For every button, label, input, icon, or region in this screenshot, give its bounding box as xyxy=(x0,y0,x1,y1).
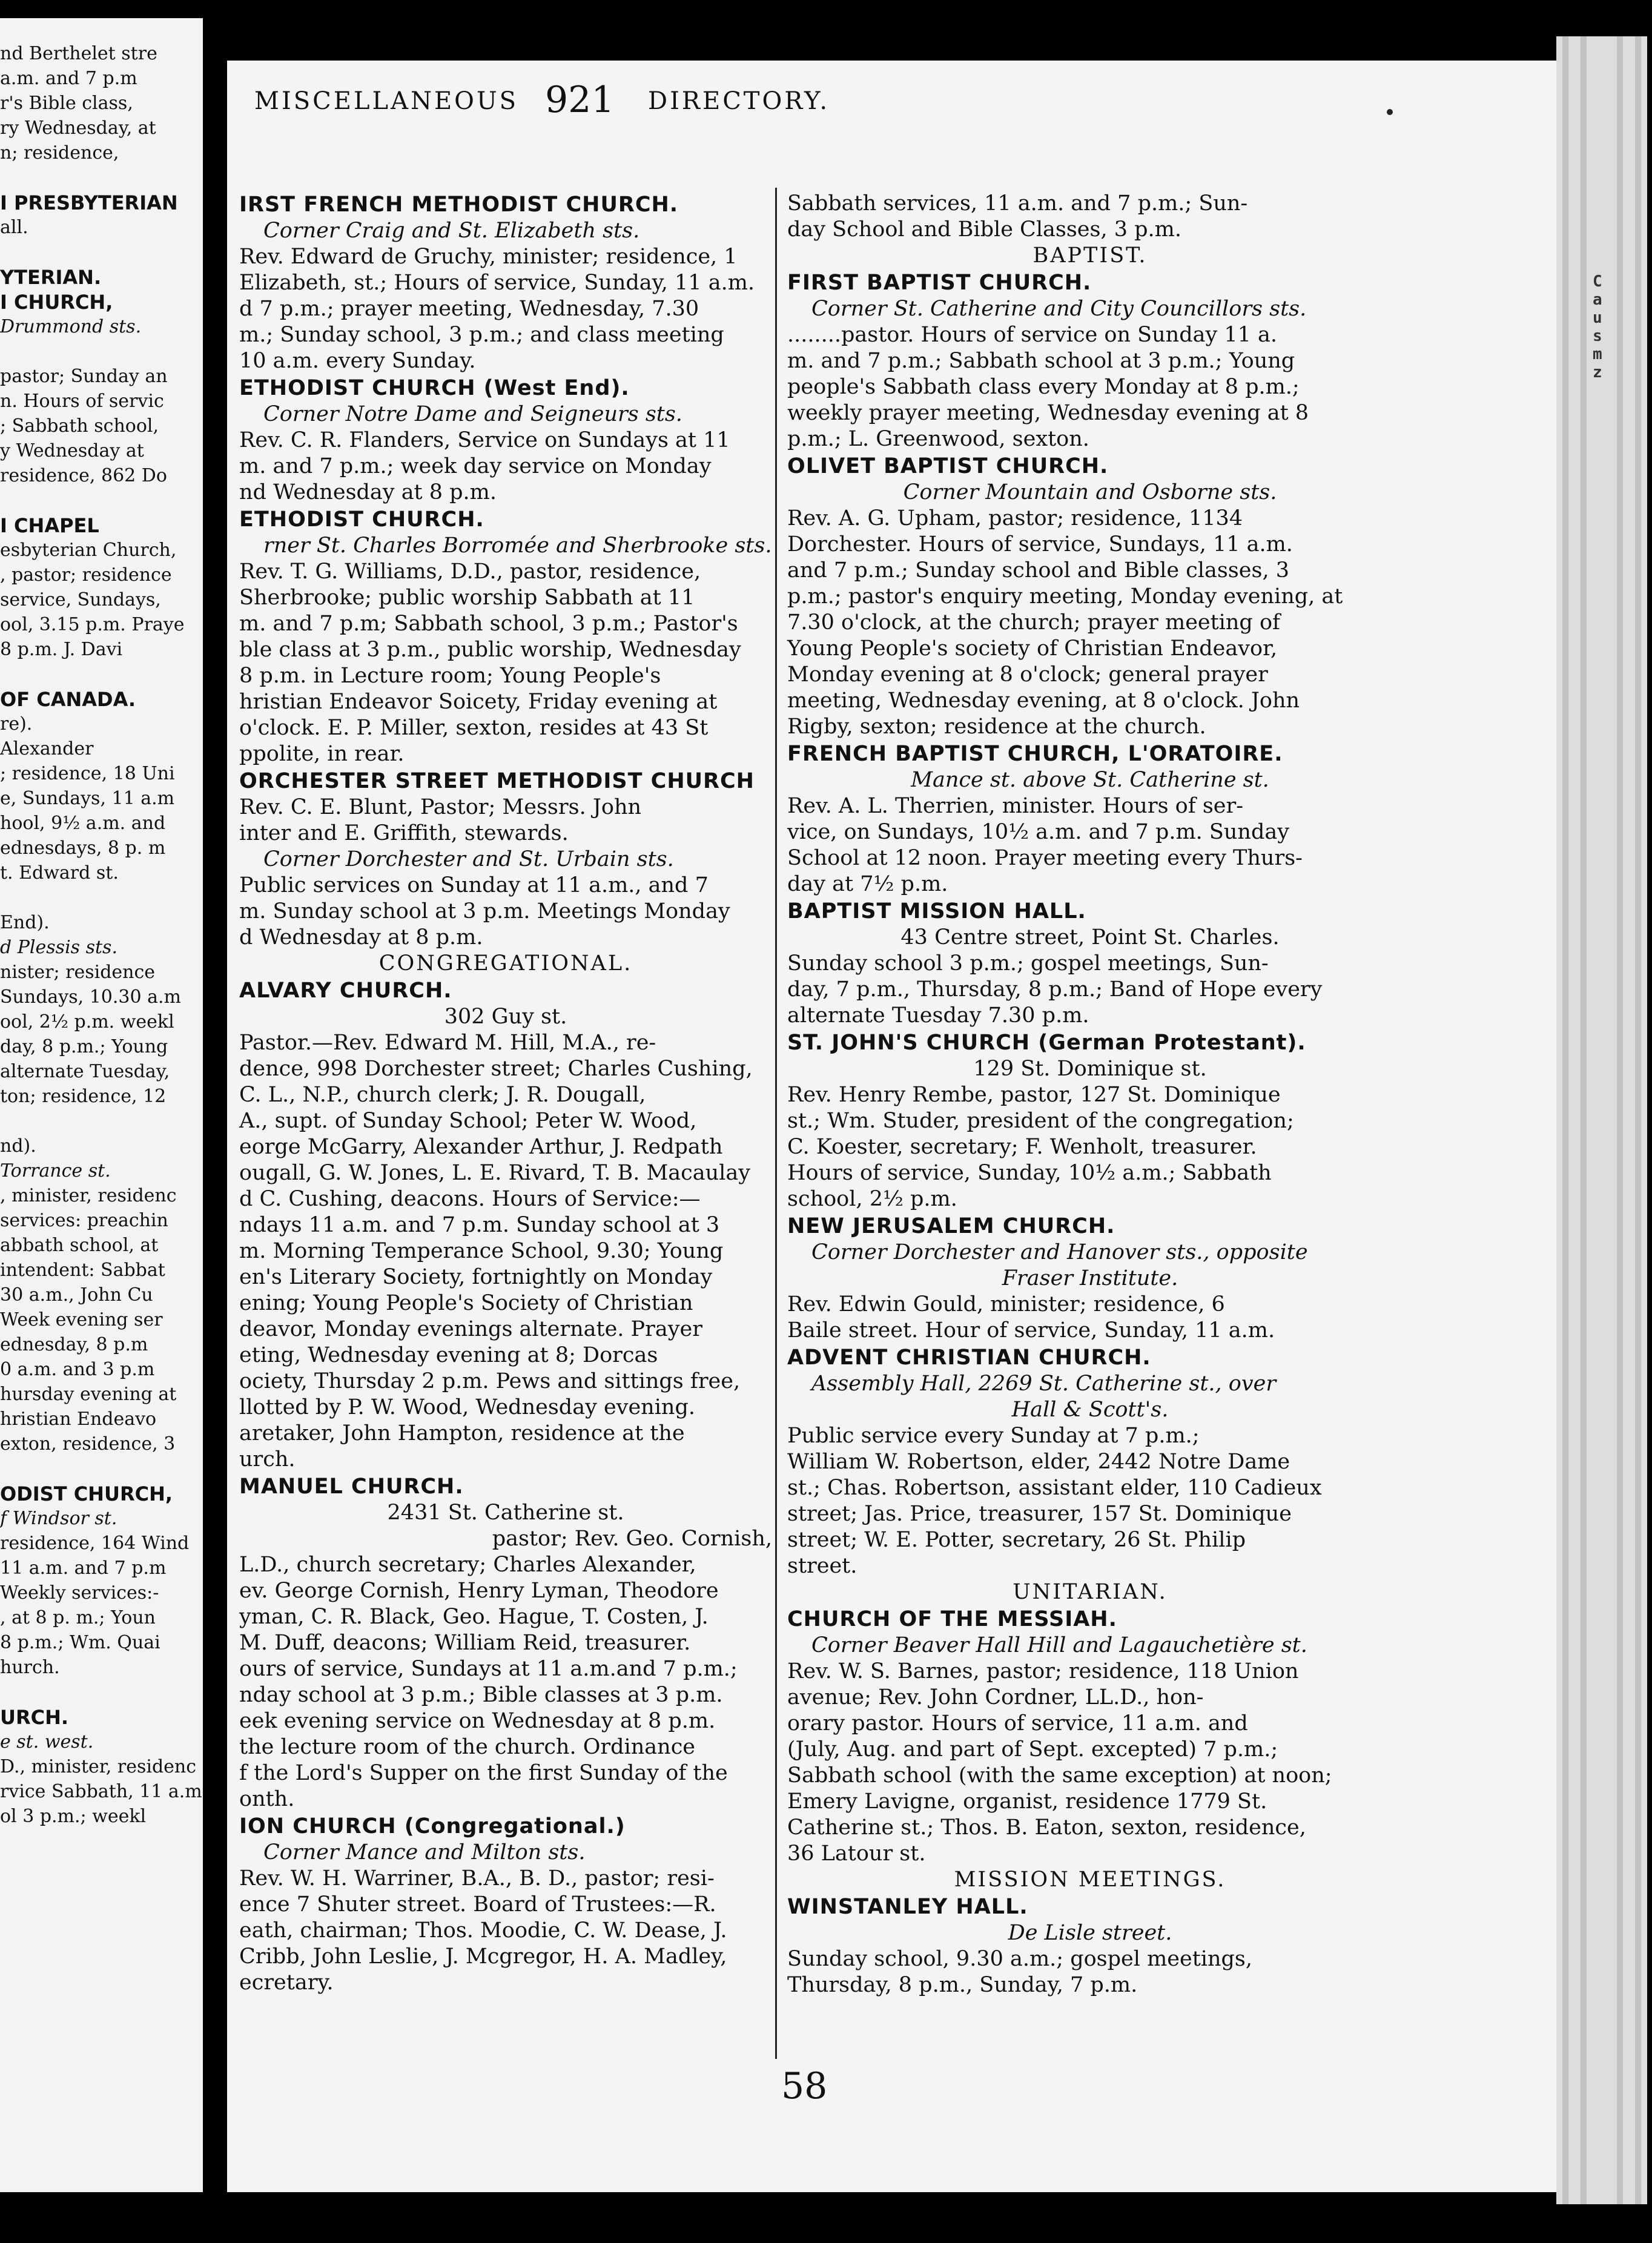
left-page-line: , at 8 p. m.; Youn xyxy=(0,1607,156,1628)
left-page-line: I CHAPEL xyxy=(0,514,99,537)
text-line: m.; Sunday school, 3 p.m.; and class meeting xyxy=(239,323,724,347)
address-line: 129 St. Dominique st. xyxy=(973,1057,1207,1081)
edge-mark: m xyxy=(1593,345,1602,363)
entry-heading: NEW JERUSALEM CHURCH. xyxy=(787,1214,1115,1238)
left-page-line: rvice Sabbath, 11 a.m xyxy=(0,1781,202,1802)
entry-heading: ION CHURCH (Congregational.) xyxy=(239,1814,626,1838)
text-line: ening; Young People's Society of Christian xyxy=(239,1291,693,1315)
text-line: ours of service, Sundays at 11 a.m.and 7 p.m.; xyxy=(239,1657,738,1681)
left-page-line: ; residence, 18 Uni xyxy=(0,763,175,784)
left-page-line: abbath school, at xyxy=(0,1235,159,1256)
text-line: street. xyxy=(787,1554,857,1578)
text-line: A., supt. of Sunday School; Peter W. Wood, xyxy=(239,1109,697,1133)
text-line: ndays 11 a.m. and 7 p.m. Sunday school at 3 xyxy=(239,1213,720,1237)
text-line: dence, 998 Dorchester street; Charles Cushing, xyxy=(239,1057,753,1081)
entry-heading: FIRST BAPTIST CHURCH. xyxy=(787,271,1092,295)
text-line: Rev. Henry Rembe, pastor, 127 St. Dominique xyxy=(787,1083,1281,1107)
text-line: m. Sunday school at 3 p.m. Meetings Monday xyxy=(239,899,730,923)
left-page-line: ool, 3.15 p.m. Praye xyxy=(0,614,185,635)
text-line: Rev. A. G. Upham, pastor; residence, 1134 xyxy=(787,506,1243,530)
text-line: C. L., N.P., church clerk; J. R. Dougall, xyxy=(239,1083,646,1107)
text-line: d Wednesday at 8 p.m. xyxy=(239,925,483,950)
text-line: eting, Wednesday evening at 8; Dorcas xyxy=(239,1343,658,1367)
text-line: eorge McGarry, Alexander Arthur, J. Redpath xyxy=(239,1135,723,1159)
text-line: ougall, G. W. Jones, L. E. Rivard, T. B. Macaulay xyxy=(239,1161,750,1185)
text-line: Public services on Sunday at 11 a.m., and 7 xyxy=(239,873,709,897)
text-line: ppolite, in rear. xyxy=(239,742,405,766)
section-heading: MISSION MEETINGS. xyxy=(954,1868,1226,1892)
right-column xyxy=(787,191,1393,1998)
text-line: and 7 p.m.; Sunday school and Bible classes, 3 xyxy=(787,558,1289,583)
address-line: Corner Beaver Hall Hill and Lagauchetière st. xyxy=(811,1633,1307,1657)
text-line: vice, on Sundays, 10½ a.m. and 7 p.m. Sunday xyxy=(787,820,1290,844)
left-page-line: 8 p.m.; Wm. Quai xyxy=(0,1632,160,1653)
text-line: Young People's society of Christian Endeavor, xyxy=(787,636,1278,661)
entry-heading: FRENCH BAPTIST CHURCH, L'ORATOIRE. xyxy=(787,742,1283,766)
left-page-line: e st. west. xyxy=(0,1731,94,1752)
text-line: L.D., church secretary; Charles Alexander, xyxy=(239,1553,696,1577)
text-line: o'clock. E. P. Miller, sexton, resides at 43 St xyxy=(239,716,709,740)
text-line: f the Lord's Supper on the first Sunday of the xyxy=(239,1761,728,1785)
text-line: Public service every Sunday at 7 p.m.; xyxy=(787,1424,1200,1448)
text-line: Rev. C. R. Flanders, Service on Sundays at 11 xyxy=(239,428,730,452)
left-page-line: , minister, residenc xyxy=(0,1185,177,1206)
text-line: Rigby, sexton; residence at the church. xyxy=(787,715,1206,739)
left-facing-page xyxy=(0,18,203,2192)
text-line: Rev. T. G. Williams, D.D., pastor, residence, xyxy=(239,560,701,584)
left-page-line: ool, 2½ p.m. weekl xyxy=(0,1011,174,1032)
left-page-line: Torrance st. xyxy=(0,1160,111,1181)
text-line: M. Duff, deacons; William Reid, treasurer. xyxy=(239,1631,691,1655)
left-page-line: exton, residence, 3 xyxy=(0,1433,176,1455)
address-line: Corner Mountain and Osborne sts. xyxy=(903,480,1277,504)
address-line: Corner Mance and Milton sts. xyxy=(263,1840,586,1865)
left-page-line: Alexander xyxy=(0,738,94,759)
entry-heading: BAPTIST MISSION HALL. xyxy=(787,899,1086,923)
left-page-line: pastor; Sunday an xyxy=(0,366,168,387)
text-line: Rev. C. E. Blunt, Pastor; Messrs. John xyxy=(239,795,642,819)
left-page-line: ; Sabbath school, xyxy=(0,415,159,437)
text-line: urch. xyxy=(239,1447,296,1472)
edge-mark: C xyxy=(1593,273,1602,291)
entry-heading: ADVENT CHRISTIAN CHURCH. xyxy=(787,1346,1151,1370)
left-page-line: Week evening ser xyxy=(0,1309,163,1330)
text-line: m. and 7 p.m; Sabbath school, 3 p.m.; Pastor's xyxy=(239,612,738,636)
left-page-line: n. Hours of servic xyxy=(0,391,164,412)
address-line: Hall & Scott's. xyxy=(1011,1398,1169,1422)
text-line: hristian Endeavor Soicety, Friday evening at xyxy=(239,690,718,714)
ink-speck xyxy=(1387,109,1393,115)
text-line: Pastor.—Rev. Edward M. Hill, M.A., re- xyxy=(239,1031,656,1055)
left-page-line: d Plessis sts. xyxy=(0,937,117,958)
address-line: Assembly Hall, 2269 St. Catherine st., over xyxy=(811,1372,1277,1396)
text-line: ble class at 3 p.m., public worship, Wednesday xyxy=(239,638,741,662)
left-page-line: nd). xyxy=(0,1135,36,1157)
address-line: Corner Dorchester and St. Urbain sts. xyxy=(263,847,674,871)
text-line: Monday evening at 8 o'clock; general prayer xyxy=(787,662,1268,687)
text-line: nday school at 3 p.m.; Bible classes at 3 p.m. xyxy=(239,1683,723,1707)
text-line: Emery Lavigne, organist, residence 1779 St. xyxy=(787,1789,1267,1814)
left-page-line: y Wednesday at xyxy=(0,440,144,461)
entry-heading: ETHODIST CHURCH (West End). xyxy=(239,376,630,400)
text-line: st.; Wm. Studer, president of the congregation; xyxy=(787,1109,1294,1133)
text-line: school, 2½ p.m. xyxy=(787,1187,957,1211)
left-page-line: Drummond sts. xyxy=(0,316,142,337)
text-line: en's Literary Society, fortnightly on Monday xyxy=(239,1265,713,1289)
entry-heading: MANUEL CHURCH. xyxy=(239,1475,464,1499)
text-line: 8 p.m. in Lecture room; Young People's xyxy=(239,664,661,688)
text-line: Rev. Edward de Gruchy, minister; residence, 1 xyxy=(239,245,738,269)
text-line: Sunday school 3 p.m.; gospel meetings, Sun- xyxy=(787,951,1269,976)
text-line: alternate Tuesday 7.30 p.m. xyxy=(787,1003,1089,1028)
text-line: pastor; Rev. Geo. Cornish, xyxy=(492,1527,772,1551)
left-page-line: residence, 164 Wind xyxy=(0,1533,190,1554)
address-line: Corner Dorchester and Hanover sts., opposite xyxy=(811,1240,1308,1264)
page-number: 921 xyxy=(545,79,615,121)
left-page-line: ednesdays, 8 p. m xyxy=(0,837,166,859)
text-line: Hours of service, Sunday, 10½ a.m.; Sabbath xyxy=(787,1161,1272,1185)
left-page-line: URCH. xyxy=(0,1706,69,1729)
text-line: ........pastor. Hours of service on Sunday 11 a. xyxy=(787,323,1278,347)
text-line: day, 7 p.m., Thursday, 8 p.m.; Band of Hope every xyxy=(787,977,1323,1002)
left-page-line: ODIST CHURCH, xyxy=(0,1482,173,1505)
left-page-line: all. xyxy=(0,217,28,238)
left-page-line: 30 a.m., John Cu xyxy=(0,1284,153,1306)
text-line: the lecture room of the church. Ordinance xyxy=(239,1735,696,1759)
edge-marks xyxy=(1593,273,1602,382)
left-page-line: I CHURCH, xyxy=(0,291,113,314)
address-line: Corner St. Catherine and City Councillors sts. xyxy=(811,297,1307,321)
text-line: Rev. Edwin Gould, minister; residence, 6 xyxy=(787,1292,1225,1316)
text-line: street; W. E. Potter, secretary, 26 St. Philip xyxy=(787,1528,1246,1552)
text-line: School at 12 noon. Prayer meeting every Thurs- xyxy=(787,846,1303,870)
left-page-line: ton; residence, 12 xyxy=(0,1086,167,1107)
section-heading: CONGREGATIONAL. xyxy=(378,951,633,976)
left-page-line: nd Berthelet stre xyxy=(0,43,157,64)
text-line: Thursday, 8 p.m., Sunday, 7 p.m. xyxy=(787,1973,1138,1997)
left-page-line: e, Sundays, 11 a.m xyxy=(0,788,175,809)
text-line: m. and 7 p.m.; week day service on Monday xyxy=(239,454,712,478)
text-line: Sabbath services, 11 a.m. and 7 p.m.; Sun- xyxy=(787,191,1248,216)
address-line: De Lisle street. xyxy=(1008,1921,1172,1945)
left-page-line: esbyterian Church, xyxy=(0,540,177,561)
edge-mark: s xyxy=(1593,327,1602,345)
text-line: m. and 7 p.m.; Sabbath school at 3 p.m.; Young xyxy=(787,349,1295,373)
text-line: ociety, Thursday 2 p.m. Pews and sittings free, xyxy=(239,1369,741,1393)
text-line: William W. Robertson, elder, 2442 Notre Dame xyxy=(787,1450,1290,1474)
text-line: day at 7½ p.m. xyxy=(787,872,948,896)
text-line: C. Koester, secretary; F. Wenholt, treasurer. xyxy=(787,1135,1257,1159)
text-line: Catherine st.; Thos. B. Eaton, sexton, residence, xyxy=(787,1815,1306,1840)
header-left: MISCELLANEOUS xyxy=(254,87,519,115)
text-line: ecretary. xyxy=(239,1970,334,1995)
text-line: p.m.; pastor's enquiry meeting, Monday evening, at xyxy=(787,584,1343,609)
text-line: orary pastor. Hours of service, 11 a.m. and xyxy=(787,1711,1248,1736)
text-line: meeting, Wednesday evening, at 8 o'clock. John xyxy=(787,689,1300,713)
text-line: eek evening service on Wednesday at 8 p.m. xyxy=(239,1709,716,1733)
text-line: street; Jas. Price, treasurer, 157 St. Dominique xyxy=(787,1502,1292,1526)
text-line: Cribb, John Leslie, J. Mcgregor, H. A. Madley, xyxy=(239,1944,727,1969)
entry-heading: ALVARY CHURCH. xyxy=(239,979,452,1003)
address-line: Corner Notre Dame and Seigneurs sts. xyxy=(263,402,682,426)
text-line: m. Morning Temperance School, 9.30; Young xyxy=(239,1239,724,1263)
left-page-line: OF CANADA. xyxy=(0,688,136,711)
text-line: llotted by P. W. Wood, Wednesday evening. xyxy=(239,1395,695,1419)
header-right: DIRECTORY. xyxy=(648,87,830,115)
text-line: Sunday school, 9.30 a.m.; gospel meetings, xyxy=(787,1947,1252,1971)
entry-heading: ETHODIST CHURCH. xyxy=(239,507,484,532)
text-line: Sherbrooke; public worship Sabbath at 11 xyxy=(239,586,695,610)
left-page-line: service, Sundays, xyxy=(0,589,161,610)
left-page-line: r's Bible class, xyxy=(0,93,133,114)
entry-heading: IRST FRENCH METHODIST CHURCH. xyxy=(239,193,679,217)
left-page-line: hool, 9½ a.m. and xyxy=(0,813,166,834)
entry-heading: WINSTANLEY HALL. xyxy=(787,1895,1028,1919)
left-column xyxy=(239,191,772,1996)
text-line: 10 a.m. every Sunday. xyxy=(239,349,476,373)
page-edge-stack xyxy=(1556,36,1647,2204)
text-line: d 7 p.m.; prayer meeting, Wednesday, 7.30 xyxy=(239,297,699,321)
edge-mark: u xyxy=(1593,309,1602,327)
left-page-line: services: preachin xyxy=(0,1210,168,1231)
text-line: people's Sabbath class every Monday at 8 p.m.; xyxy=(787,375,1300,399)
text-line: Dorchester. Hours of service, Sundays, 11 a.m. xyxy=(787,532,1293,557)
text-line: nd Wednesday at 8 p.m. xyxy=(239,480,497,504)
text-line: ence 7 Shuter street. Board of Trustees:—R. xyxy=(239,1892,716,1917)
text-line: onth. xyxy=(239,1787,295,1811)
text-line: aretaker, John Hampton, residence at the xyxy=(239,1421,685,1445)
left-page-line: a.m. and 7 p.m xyxy=(0,68,137,89)
address-line: Fraser Institute. xyxy=(1002,1266,1178,1290)
text-line: Rev. A. L. Therrien, minister. Hours of ser- xyxy=(787,794,1244,818)
text-line: p.m.; L. Greenwood, sexton. xyxy=(787,427,1089,451)
text-line: inter and E. Griffith, stewards. xyxy=(239,821,569,845)
text-line: (July, Aug. and part of Sept. excepted) 7 p.m.; xyxy=(787,1737,1278,1762)
left-page-line: n; residence, xyxy=(0,142,119,164)
entry-heading: ST. JOHN'S CHURCH (German Protestant). xyxy=(787,1031,1306,1055)
left-page-line: Sundays, 10.30 a.m xyxy=(0,986,181,1008)
text-line: weekly prayer meeting, Wednesday evening at 8 xyxy=(787,401,1309,425)
left-page-line: ry Wednesday, at xyxy=(0,117,156,139)
text-line: day School and Bible Classes, 3 p.m. xyxy=(787,217,1181,242)
left-page-line: hristian Endeavo xyxy=(0,1409,157,1430)
text-line: Sabbath school (with the same exception) at noon; xyxy=(787,1763,1332,1788)
address-line: 2431 St. Catherine st. xyxy=(387,1501,624,1525)
address-line: Mance st. above St. Catherine st. xyxy=(911,768,1269,792)
left-page-line: residence, 862 Do xyxy=(0,465,167,486)
text-line: Elizabeth, st.; Hours of service, Sunday, 11 a.m. xyxy=(239,271,755,295)
left-page-line: hursday evening at xyxy=(0,1384,177,1405)
left-page-line: 0 a.m. and 3 p.m xyxy=(0,1359,155,1380)
left-page-line: t. Edward st. xyxy=(0,862,119,884)
left-page-line: re). xyxy=(0,713,33,735)
left-page-line: End). xyxy=(0,912,50,933)
text-line: deavor, Monday evenings alternate. Prayer xyxy=(239,1317,702,1341)
text-line: ev. George Cornish, Henry Lyman, Theodore xyxy=(239,1579,719,1603)
text-line: 36 Latour st. xyxy=(787,1842,926,1866)
address-line: Corner Craig and St. Elizabeth sts. xyxy=(263,219,640,243)
edge-mark: z xyxy=(1593,363,1602,382)
text-line: avenue; Rev. John Cordner, LL.D., hon- xyxy=(787,1685,1204,1710)
address-line: 43 Centre street, Point St. Charles. xyxy=(900,925,1280,950)
left-page-line: f Windsor st. xyxy=(0,1508,117,1529)
left-page-line: Weekly services:- xyxy=(0,1582,159,1604)
text-line: 7.30 o'clock, at the church; prayer meeting of xyxy=(787,610,1280,635)
left-page-line: ol 3 p.m.; weekl xyxy=(0,1806,147,1827)
left-page-line: nister; residence xyxy=(0,962,156,983)
section-heading: UNITARIAN. xyxy=(1013,1580,1168,1604)
text-line: Rev. W. S. Barnes, pastor; residence, 118 Union xyxy=(787,1659,1299,1683)
left-page-line: alternate Tuesday, xyxy=(0,1061,170,1082)
left-page-line: 8 p.m. J. Davi xyxy=(0,639,123,660)
left-page-line: hurch. xyxy=(0,1657,60,1678)
left-page-line: , pastor; residence xyxy=(0,564,172,586)
text-line: eath, chairman; Thos. Moodie, C. W. Dease, J. xyxy=(239,1918,727,1943)
edge-mark: a xyxy=(1593,291,1602,309)
text-line: d C. Cushing, deacons. Hours of Service:— xyxy=(239,1187,701,1211)
column-divider xyxy=(775,188,777,2059)
section-heading: BAPTIST. xyxy=(1032,243,1148,268)
text-line: yman, C. R. Black, Geo. Hague, T. Costen, J. xyxy=(239,1605,709,1629)
left-page-line: D., minister, residenc xyxy=(0,1756,197,1777)
left-page-line: YTERIAN. xyxy=(0,266,102,289)
entry-heading: OLIVET BAPTIST CHURCH. xyxy=(787,454,1109,478)
left-page-line: day, 8 p.m.; Young xyxy=(0,1036,168,1057)
left-page-line: 11 a.m. and 7 p.m xyxy=(0,1558,167,1579)
entry-heading: ORCHESTER STREET METHODIST CHURCH xyxy=(239,769,755,793)
left-page-line: intendent: Sabbat xyxy=(0,1260,165,1281)
address-line: rner St. Charles Borromée and Sherbrooke sts. xyxy=(263,533,772,558)
address-line: 302 Guy st. xyxy=(444,1005,567,1029)
entry-heading: CHURCH OF THE MESSIAH. xyxy=(787,1607,1117,1631)
text-line: Rev. W. H. Warriner, B.A., B. D., pastor; resi- xyxy=(239,1866,715,1891)
folio-number: 58 xyxy=(781,2065,828,2107)
running-header xyxy=(254,79,1042,121)
left-page-line: ednesday, 8 p.m xyxy=(0,1334,148,1355)
text-line: st.; Chas. Robertson, assistant elder, 110 Cadieux xyxy=(787,1476,1322,1500)
text-line: Baile street. Hour of service, Sunday, 11 a.m. xyxy=(787,1318,1275,1343)
left-page-line: I PRESBYTERIAN xyxy=(0,191,178,214)
